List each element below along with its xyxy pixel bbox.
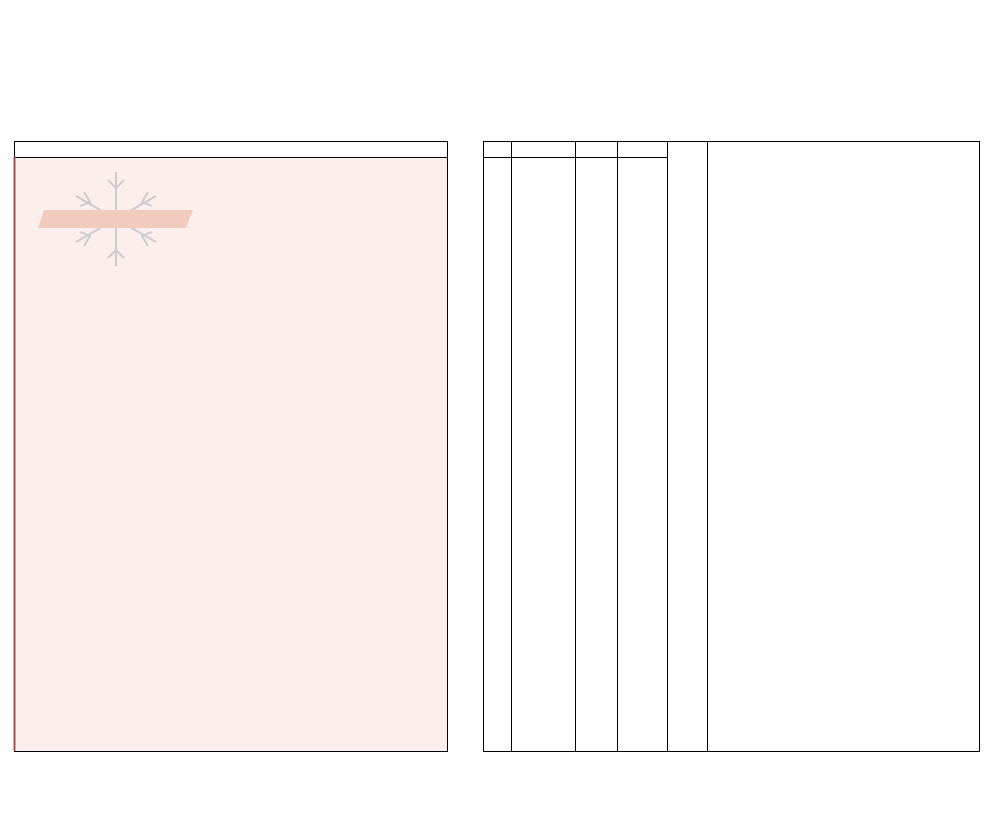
logo-band	[38, 210, 193, 228]
profile-area	[15, 157, 447, 751]
layer-table	[483, 141, 980, 752]
